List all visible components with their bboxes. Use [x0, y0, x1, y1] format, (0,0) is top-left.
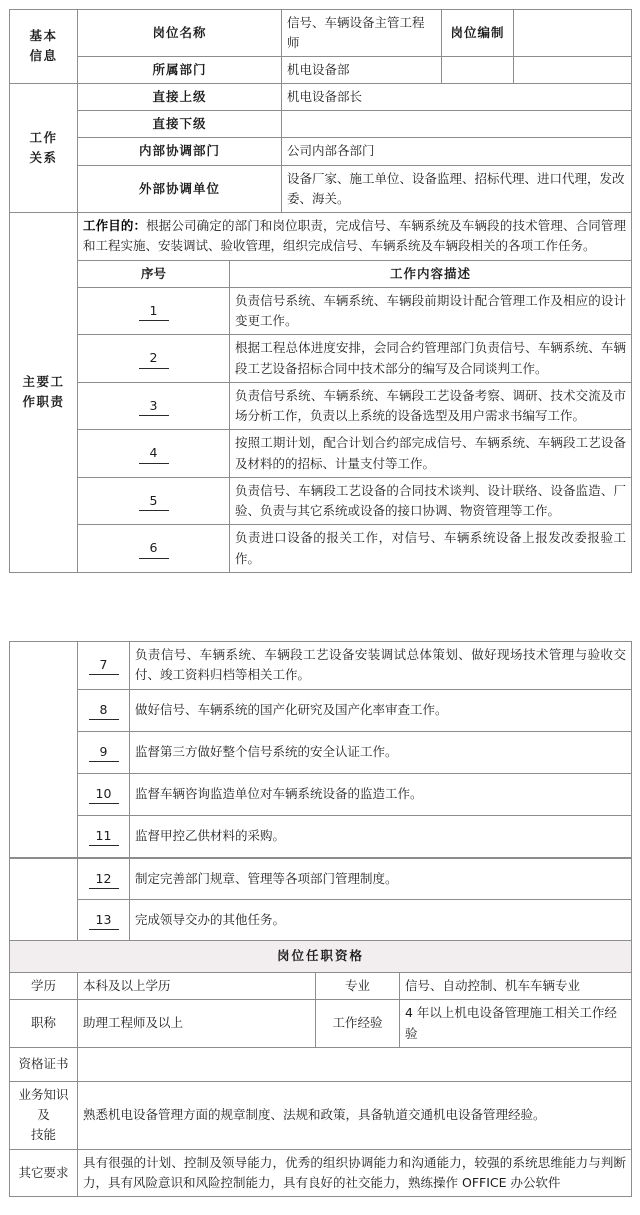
- duty-text: 根据工程总体进度安排，会同合约管理部门负责信号、车辆系统、车辆段工艺设备招标合同中技术部分的编写及合同谈判工作。: [230, 335, 632, 383]
- column-header-description: 工作内容描述: [230, 260, 632, 287]
- duty-text: 监督甲控乙供材料的采购。: [130, 815, 632, 857]
- duty-text: 做好信号、车辆系统的国产化研究及国产化率审查工作。: [130, 689, 632, 731]
- table-row-position-name: [10, 10, 632, 57]
- duty-text: 负责信号、车辆系统、车辆段工艺设备安装调试总体策划、做好现场技术管理与验收交付、竣工资料归档等相关工作。: [130, 642, 632, 690]
- row-label-main-duties-continued-2: [10, 859, 78, 941]
- label-major: 专业: [316, 973, 400, 1000]
- table-row-duty: [10, 642, 632, 690]
- table-row-duty: [10, 689, 632, 731]
- label-knowledge-skills-line1: 业务知识及: [18, 1086, 69, 1122]
- table-row-work-purpose: [10, 213, 632, 261]
- work-relations-label-line2: 关系: [29, 149, 58, 165]
- value-knowledge-skills[interactable]: 熟悉机电设备管理方面的规章制度、法规和政策，具备轨道交通机电设备管理经验。: [78, 1081, 632, 1149]
- label-certificate: 资格证书: [10, 1047, 78, 1081]
- table-row-duty: [10, 382, 632, 430]
- column-header-seq: 序号: [78, 260, 230, 287]
- duty-seq: 9: [78, 731, 130, 773]
- table-row-certificate: [10, 1047, 632, 1081]
- value-major[interactable]: 信号、自动控制、机车车辆专业: [400, 973, 632, 1000]
- value-department-extra[interactable]: [514, 56, 632, 83]
- value-direct-subordinate[interactable]: [282, 111, 632, 138]
- table-row-external-coordination: [10, 165, 632, 213]
- main-duties-label-line1: 主要工: [22, 374, 65, 390]
- table-block-2: [9, 641, 632, 858]
- label-other-requirements: 其它要求: [10, 1149, 78, 1197]
- duty-seq: 11: [78, 815, 130, 857]
- table-row-duty: [10, 525, 632, 573]
- value-external-coordination[interactable]: 设备厂家、施工单位、设备监理、招标代理、进口代理，发改委、海关。: [282, 165, 632, 213]
- table-row-duty: [10, 335, 632, 383]
- table-row-duty: [10, 287, 632, 335]
- duty-seq: 7: [78, 642, 130, 690]
- duty-seq: 5: [78, 477, 230, 525]
- table-row-duty: [10, 477, 632, 525]
- table-row-other-requirements: [10, 1149, 632, 1197]
- duty-seq: 8: [78, 689, 130, 731]
- duty-text: 负责进口设备的报关工作，对信号、车辆系统设备上报发改委报验工作。: [230, 525, 632, 573]
- label-professional-title: 职称: [10, 1000, 78, 1048]
- table-row-knowledge-skills: [10, 1081, 632, 1149]
- duty-text: 监督第三方做好整个信号系统的安全认证工作。: [130, 731, 632, 773]
- label-knowledge-skills-line2: 技能: [30, 1127, 56, 1143]
- label-position-headcount: 岗位编制: [442, 10, 514, 57]
- table-row-direct-superior: [10, 83, 632, 110]
- duty-seq: 3: [78, 382, 230, 430]
- row-label-work-relations: [10, 83, 78, 212]
- table-row-duty: [10, 815, 632, 857]
- duty-seq: 1: [78, 287, 230, 335]
- value-position-name[interactable]: 信号、车辆设备主管工程师: [282, 10, 442, 57]
- row-label-basic-info: [10, 10, 78, 84]
- work-purpose-text: 根据公司确定的部门和岗位职责，完成信号、车辆系统及车辆段的技术管理、合同管理和工程实施、安装调试、验收管理，组织完成信号、车辆系统及车辆段相关的各项工作任务。: [83, 218, 626, 254]
- label-education: 学历: [10, 973, 78, 1000]
- label-direct-superior: 直接上级: [78, 83, 282, 110]
- table-row-department: [10, 56, 632, 83]
- duty-seq: 13: [78, 900, 130, 941]
- duty-seq: 12: [78, 859, 130, 900]
- value-certificate[interactable]: [78, 1047, 632, 1081]
- work-purpose-label: 工作目的：: [83, 218, 147, 233]
- duty-text: 负责信号、车辆段工艺设备的合同技术谈判、设计联络、设备监造、厂验、负责与其它系统或设备的接口协调、物资管理等工作。: [230, 477, 632, 525]
- table-row-duty: [10, 731, 632, 773]
- value-position-headcount[interactable]: [514, 10, 632, 57]
- table-row-duty: [10, 859, 632, 900]
- duty-text: 负责信号系统、车辆系统、车辆段工艺设备考察、调研、技术交流及市场分析工作，负责以上系统的设备选型及用户需求书编写工作。: [230, 382, 632, 430]
- table-row-duty: [10, 773, 632, 815]
- main-duties-label-line2: 作职责: [22, 394, 65, 410]
- label-work-experience: 工作经验: [316, 1000, 400, 1048]
- table-row-duty: [10, 430, 632, 478]
- table-row-internal-coordination: [10, 138, 632, 165]
- duty-text: 监督车辆咨询监造单位对车辆系统设备的监造工作。: [130, 773, 632, 815]
- table-row-qualification-title: [10, 941, 632, 973]
- work-relations-label-line1: 工作: [29, 129, 58, 145]
- value-professional-title[interactable]: 助理工程师及以上: [78, 1000, 316, 1048]
- duty-seq: 2: [78, 335, 230, 383]
- table-row-professional-title: [10, 1000, 632, 1048]
- row-label-main-duties: [10, 213, 78, 573]
- label-external-coordination: 外部协调单位: [78, 165, 282, 213]
- table-row-duty: [10, 900, 632, 941]
- duty-seq: 10: [78, 773, 130, 815]
- duty-text: 负责信号系统、车辆系统、车辆段前期设计配合管理工作及相应的设计变更工作。: [230, 287, 632, 335]
- table-row-education: [10, 973, 632, 1000]
- value-education[interactable]: 本科及以上学历: [78, 973, 316, 1000]
- label-knowledge-skills: [10, 1081, 78, 1149]
- duty-text: 按照工期计划，配合计划合约部完成信号、车辆系统、车辆段工艺设备及材料的的招标、计量支付等工作。: [230, 430, 632, 478]
- basic-info-label-line1: 基本: [29, 28, 58, 44]
- duty-text: 制定完善部门规章、管理等各项部门管理制度。: [130, 859, 632, 900]
- table-block-3: [9, 858, 632, 1197]
- value-other-requirements[interactable]: 具有很强的计划、控制及领导能力，优秀的组织协调能力和沟通能力，较强的系统思维能力与判断力，具有风险意识和风险控制能力，具有良好的社交能力，熟练操作 OFFICE 办公软件: [78, 1149, 632, 1197]
- label-position-name: 岗位名称: [78, 10, 282, 57]
- value-direct-superior[interactable]: 机电设备部长: [282, 83, 632, 110]
- row-label-main-duties-continued: [10, 642, 78, 858]
- label-internal-coordination: 内部协调部门: [78, 138, 282, 165]
- table-block-1: [9, 9, 632, 573]
- value-work-experience[interactable]: 4 年以上机电设备管理施工相关工作经验: [400, 1000, 632, 1048]
- value-department[interactable]: 机电设备部: [282, 56, 442, 83]
- label-department: 所属部门: [78, 56, 282, 83]
- qualification-section-title: 岗位任职资格: [10, 941, 632, 973]
- duty-text: 完成领导交办的其他任务。: [130, 900, 632, 941]
- label-department-extra: [442, 56, 514, 83]
- duty-seq: 4: [78, 430, 230, 478]
- basic-info-label-line2: 信息: [29, 48, 58, 64]
- work-purpose-cell: [78, 213, 632, 261]
- table-row-direct-subordinate: [10, 111, 632, 138]
- label-direct-subordinate: 直接下级: [78, 111, 282, 138]
- duty-seq: 6: [78, 525, 230, 573]
- table-row-duty-header: [10, 260, 632, 287]
- value-internal-coordination[interactable]: 公司内部各部门: [282, 138, 632, 165]
